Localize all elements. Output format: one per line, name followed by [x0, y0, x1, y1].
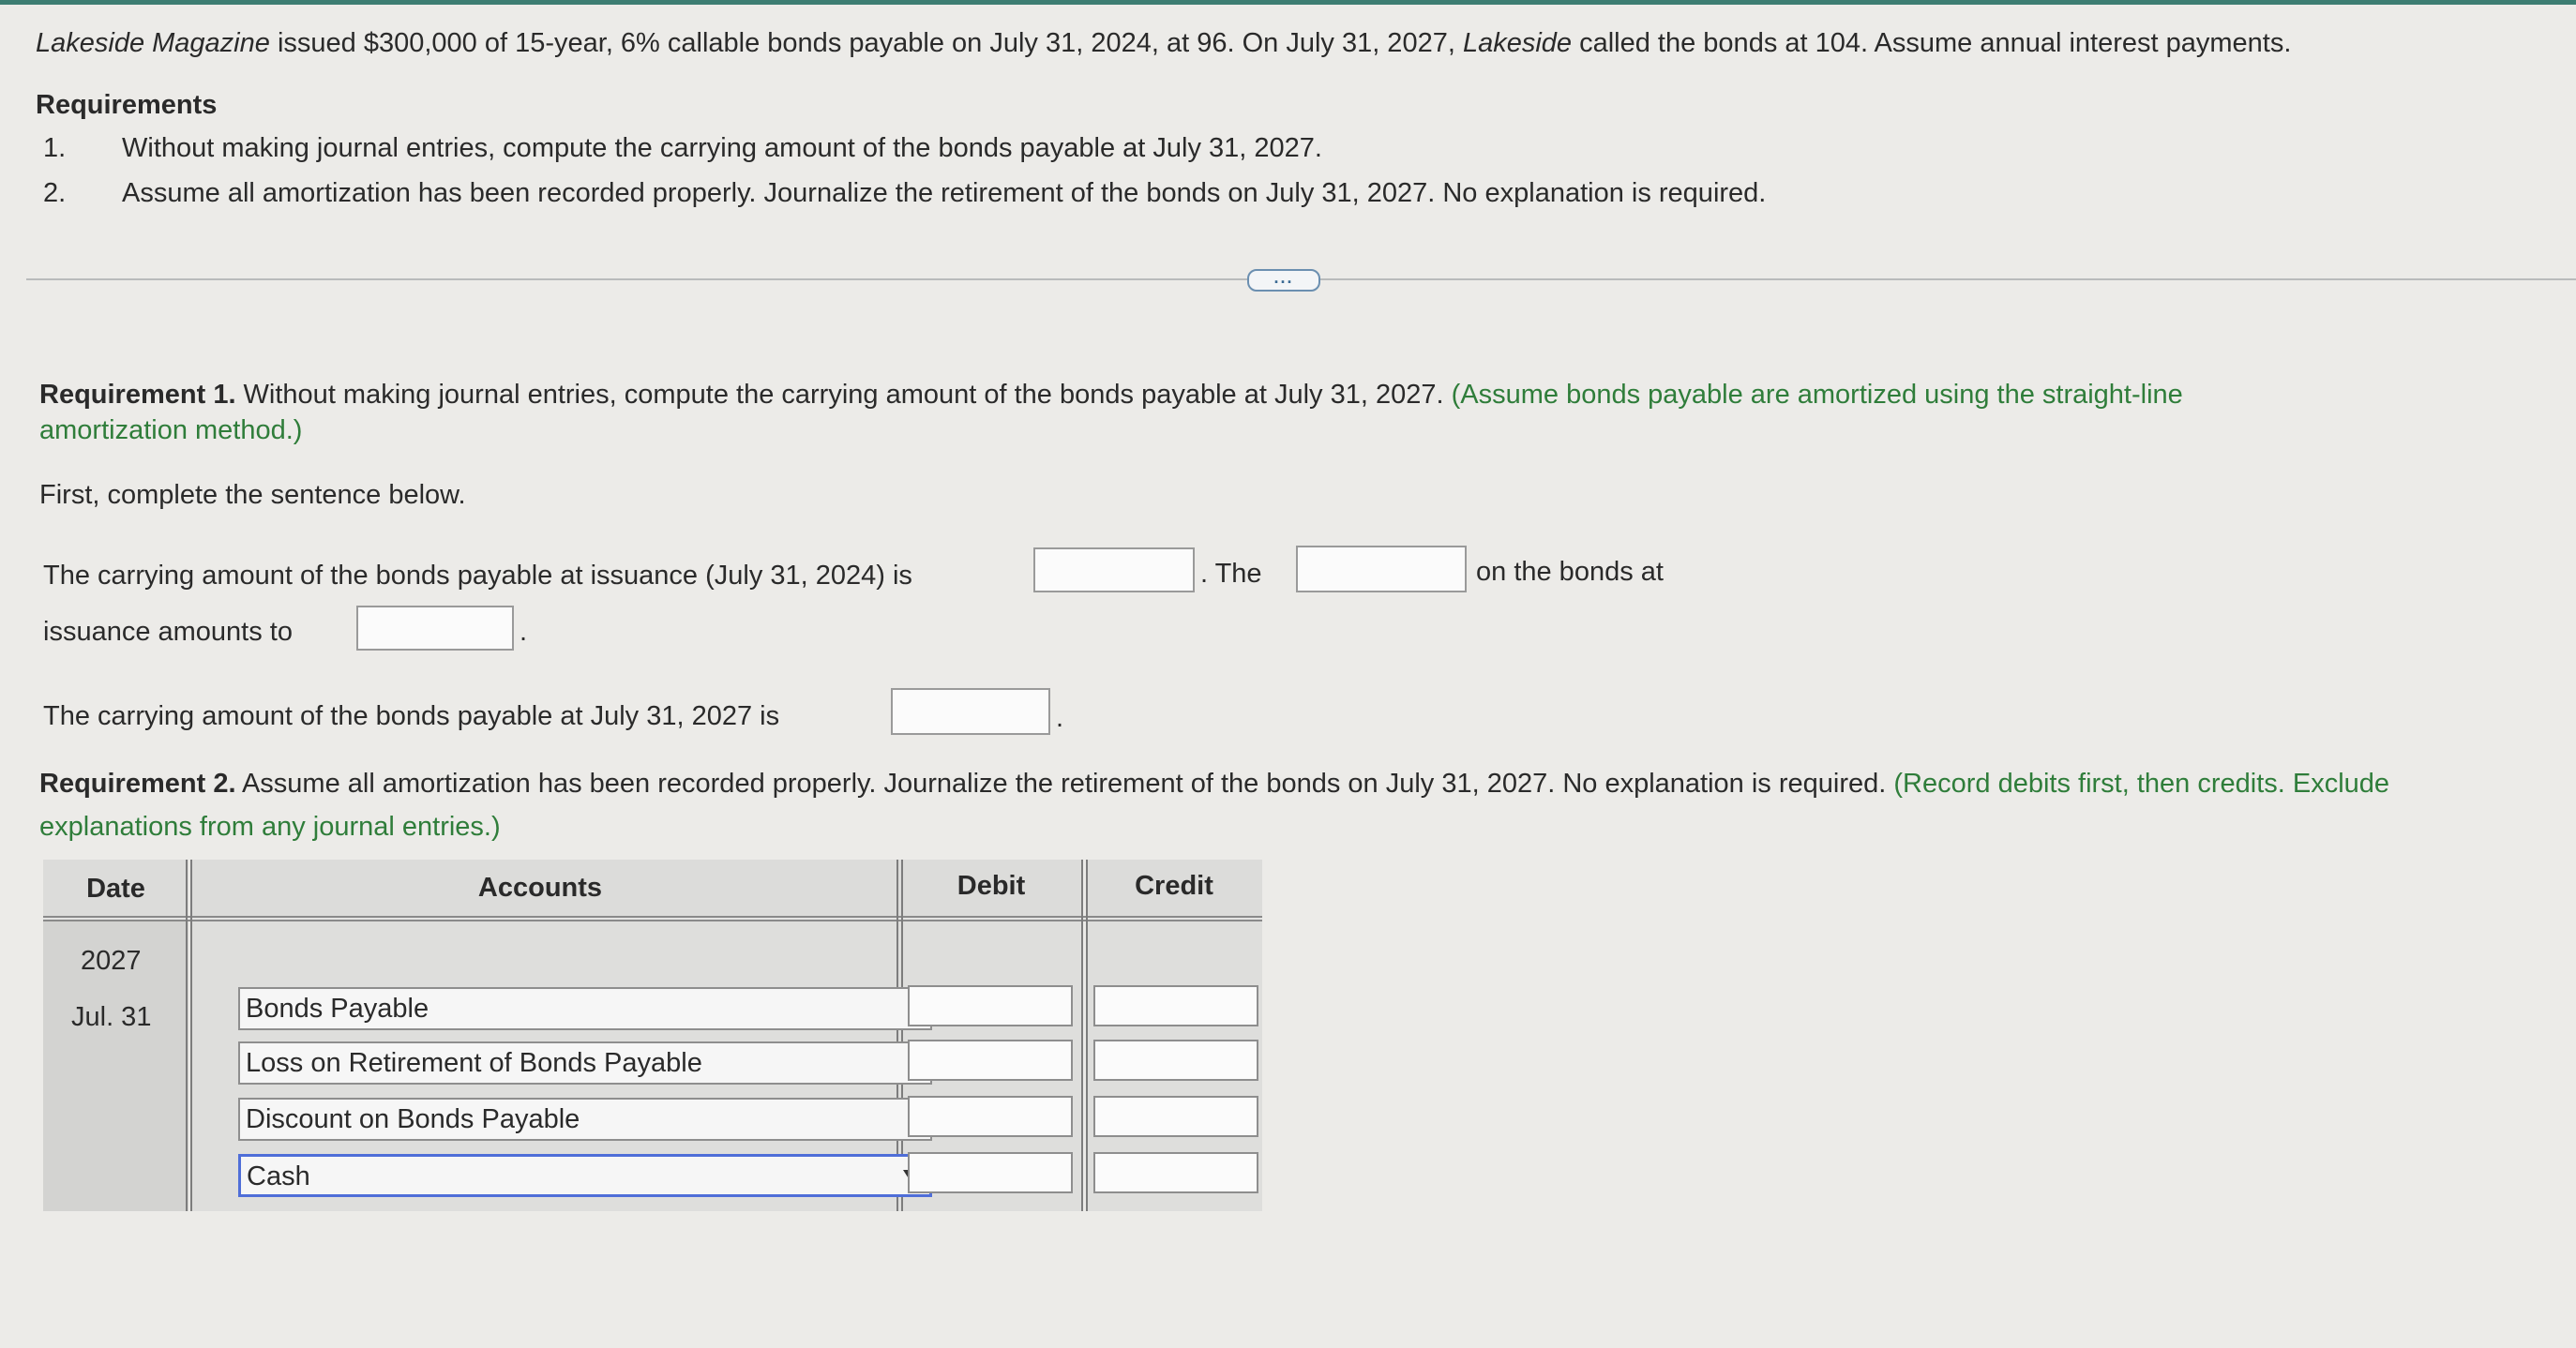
- sentence-part-a: The carrying amount of the bonds payable at issuance (July 31, 2024) is: [43, 561, 912, 591]
- sentence-part-c: on the bonds at: [1476, 557, 1664, 587]
- debit-input-4[interactable]: [908, 1152, 1073, 1193]
- problem-text-1: issued $300,000 of 15-year, 6% callable bonds payable on July 31, 2024, at 96. On July 31, 2027,: [269, 28, 1463, 58]
- carrying-amount-2027-input[interactable]: [891, 688, 1050, 735]
- requirement-item-1: [43, 133, 2106, 167]
- problem-text-2: called the bonds at 104. Assume annual interest payments.: [1572, 28, 2292, 58]
- sentence-part-f: The carrying amount of the bonds payable at July 31, 2027 is: [43, 701, 780, 731]
- debit-input-1[interactable]: [908, 985, 1073, 1026]
- requirements-heading: Requirements: [36, 90, 218, 120]
- entry-year: 2027: [81, 946, 142, 976]
- instruction-text: First, complete the sentence below.: [39, 480, 466, 510]
- company-name: Lakeside Magazine: [36, 28, 270, 58]
- requirement-number: 2.: [43, 178, 67, 208]
- premium-discount-select[interactable]: [1296, 546, 1467, 592]
- account-select-4-value: Cash: [247, 1161, 310, 1191]
- column-divider: [1086, 860, 1088, 1211]
- requirement-2-note: (Record debits first, then credits. Exclude: [1893, 769, 2390, 799]
- account-select-4[interactable]: [238, 1154, 932, 1197]
- account-select-1[interactable]: Bonds Payable: [238, 987, 932, 1030]
- credit-input-4[interactable]: [1093, 1152, 1258, 1193]
- discount-amount-input[interactable]: [356, 606, 514, 651]
- requirement-text: Assume all amortization has been recorded properly. Journalize the retirement of the bonds on July 31, 2027. No explanation is required.: [122, 178, 1767, 208]
- credit-input-1[interactable]: [1093, 985, 1258, 1026]
- column-divider: [190, 860, 192, 1211]
- header-debit: Debit: [957, 871, 1026, 901]
- requirement-1-prompt: [39, 380, 2183, 411]
- problem-statement: [36, 28, 2291, 59]
- requirement-1-text: Without making journal entries, compute the carrying amount of the bonds payable at July 31, 2027.: [235, 380, 1452, 410]
- requirement-1-note-cont: amortization method.): [39, 415, 303, 445]
- requirement-number: 1.: [43, 133, 67, 163]
- debit-input-3[interactable]: [908, 1096, 1073, 1137]
- sentence-part-g: .: [1056, 703, 1064, 733]
- requirement-item-2: [43, 178, 2106, 212]
- credit-input-2[interactable]: [1093, 1040, 1258, 1081]
- journal-entry-table: [43, 860, 1262, 1211]
- requirement-2-note-cont: explanations from any journal entries.): [39, 812, 501, 842]
- header-credit: Credit: [1135, 871, 1213, 901]
- requirement-text: Without making journal entries, compute the carrying amount of the bonds payable at July 31, 2027.: [122, 133, 1322, 163]
- requirement-2-prompt: [39, 769, 2389, 800]
- header-accounts: Accounts: [477, 873, 603, 903]
- expand-more-button[interactable]: ...: [1247, 269, 1320, 292]
- entry-date: Jul. 31: [71, 1002, 152, 1032]
- account-select-2[interactable]: Loss on Retirement of Bonds Payable: [238, 1041, 932, 1085]
- company-name-2: Lakeside: [1462, 28, 1573, 58]
- sentence-part-b: . The: [1200, 559, 1262, 589]
- credit-input-3[interactable]: [1093, 1096, 1258, 1137]
- column-divider: [186, 860, 188, 1211]
- requirement-1-label: Requirement 1.: [39, 380, 236, 410]
- requirement-1-note: (Assume bonds payable are amortized using the straight-line: [1451, 380, 2183, 410]
- account-select-3[interactable]: Discount on Bonds Payable: [238, 1098, 932, 1141]
- sentence-part-d: issuance amounts to: [43, 617, 293, 647]
- header-date: Date: [86, 874, 145, 904]
- requirement-2-text: Assume all amortization has been recorded properly. Journalize the retirement of the bonds on July 31, 2027. No explanation is required.: [235, 769, 1894, 799]
- sentence-part-e: .: [520, 617, 528, 647]
- column-divider: [1081, 860, 1083, 1211]
- requirement-2-label: Requirement 2.: [39, 769, 236, 799]
- top-accent-bar: [0, 0, 2576, 5]
- debit-input-2[interactable]: [908, 1040, 1073, 1081]
- carrying-amount-issuance-input[interactable]: [1033, 547, 1195, 592]
